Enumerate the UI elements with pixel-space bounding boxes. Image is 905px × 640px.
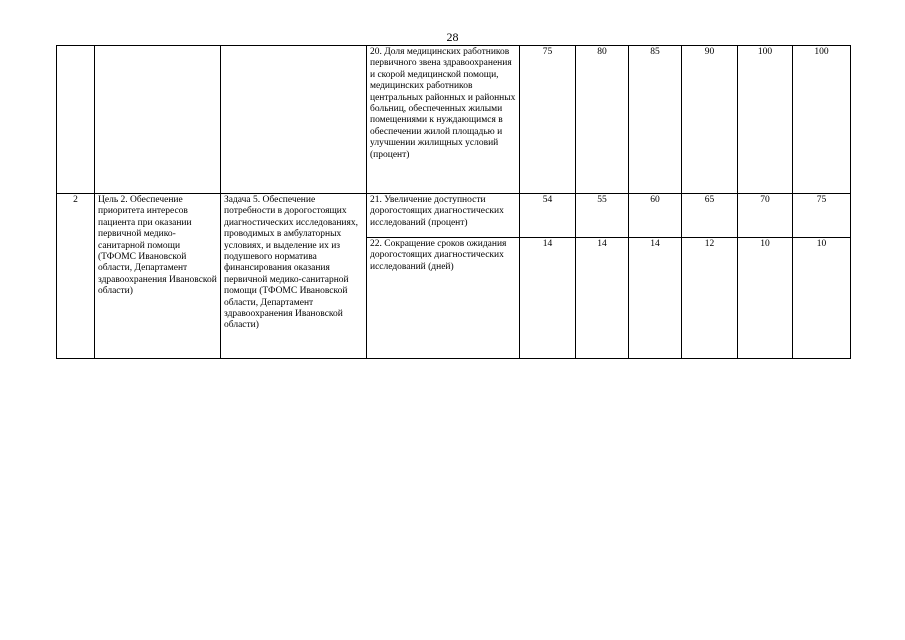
value-cell: 100 [793,46,851,194]
table-row [57,46,851,194]
value-cell: 80 [576,46,629,194]
value-cell: 85 [629,46,682,194]
page-number: 28 [446,30,459,44]
value-cell: 54 [520,194,576,238]
row-number-cell [57,46,95,194]
value-cell: 100 [738,46,793,194]
value-cell: 60 [629,194,682,238]
value-cell: 10 [738,238,793,359]
row-number-cell: 2 [57,194,95,359]
value-cell: 75 [793,194,851,238]
task-cell: Задача 5. Обеспечение потребности в дорогостоящих диагностических исследованиях, проводимых в амбулаторных условиях, и выделение их из подушевого норматива финансирования оказания первичной медико-санитарной помощи (ТФОМС Ивановской области, Департамент здравоохранения Ивановской области) [221,194,367,359]
value-cell: 70 [738,194,793,238]
indicators-table [56,45,851,359]
value-cell: 65 [682,194,738,238]
value-cell: 90 [682,46,738,194]
goal-cell [95,46,221,194]
task-cell [221,46,367,194]
indicator-cell: 21. Увеличение доступности дорогостоящих диагностических исследований (процент) [367,194,520,238]
value-cell: 14 [520,238,576,359]
table-row [57,194,851,238]
indicator-cell: 22. Сокращение сроков ожидания дорогостоящих диагностических исследований (дней) [367,238,520,359]
value-cell: 75 [520,46,576,194]
goal-cell: Цель 2. Обеспечение приоритета интересов пациента при оказании первичной медико-санитарной помощи (ТФОМС Ивановской области, Департамент здравоохранения Ивановской области) [95,194,221,359]
value-cell: 14 [576,238,629,359]
value-cell: 14 [629,238,682,359]
value-cell: 55 [576,194,629,238]
value-cell: 12 [682,238,738,359]
value-cell: 10 [793,238,851,359]
indicator-cell: 20. Доля медицинских работников первичного звена здравоохранения и скорой медицинской помощи, медицинских работников центральных районных и районных больниц, обеспеченных жилыми помещениями к нуждающимся в обеспечении жилой площадью и улучшении жилищных условий (процент) [367,46,520,194]
